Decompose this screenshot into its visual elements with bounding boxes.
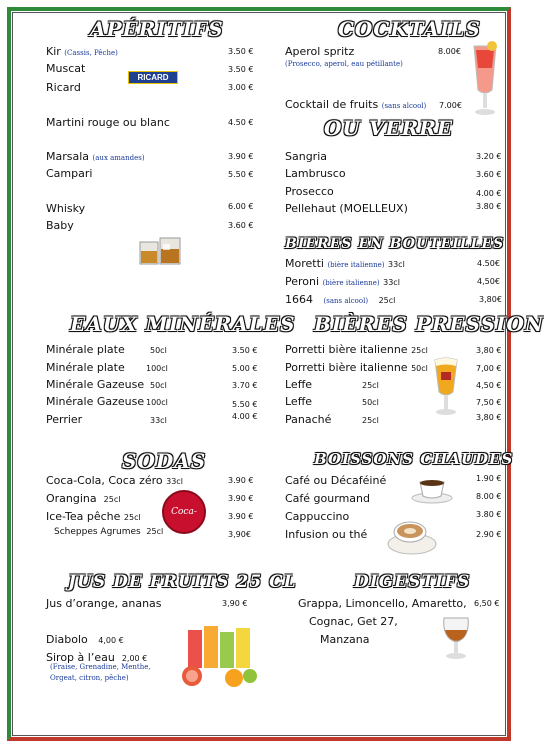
price-sangria: 3.20 € <box>476 152 502 161</box>
vol-eau: 100cl <box>146 398 168 407</box>
menu-item-sangria: Sangria <box>285 150 327 163</box>
price-chaud: 8.00 € <box>476 492 502 501</box>
price-digestifs: 6,50 € <box>474 599 500 608</box>
menu-item-eau: Perrier <box>46 413 83 426</box>
price-biere-pression: 7,00 € <box>476 364 502 373</box>
menu-item-ricard: Ricard <box>46 81 81 94</box>
menu-item-martini: Martini rouge ou blanc <box>46 116 170 129</box>
price-kir: 3.50 € <box>228 47 254 56</box>
price-moretti: 4.50€ <box>477 259 500 268</box>
menu-item-eau: Minérale plate <box>46 361 125 374</box>
price-soda: 3.90 € <box>228 494 254 503</box>
menu-item-chaud: Café gourmand <box>285 492 370 505</box>
price-soda: 3,90€ <box>228 530 251 539</box>
menu-item-whisky: Whisky <box>46 202 86 215</box>
menu-item-biere-pression: Leffe <box>285 378 313 391</box>
menu-item-eau: Minérale Gazeuse <box>46 395 145 408</box>
price-chaud: 2.90 € <box>476 530 502 539</box>
beer-glass-image <box>430 356 462 418</box>
menu-item-chaud: Café ou Décaféiné <box>285 474 387 487</box>
aperol-note: (Prosecco, aperol, eau pétillante) <box>285 60 403 68</box>
menu-item-prosecco: Prosecco <box>285 185 334 198</box>
price-campari: 5.50 € <box>228 170 254 179</box>
price-eau: 3.50 € <box>232 346 258 355</box>
eaux-title: EAUX MINÉRALES <box>70 312 296 336</box>
menu-item-jus-orange: Jus d’orange, ananas <box>46 597 162 610</box>
menu-item-aperol: Aperol spritz <box>285 45 355 58</box>
menu-item-lambrusco: Lambrusco <box>285 167 346 180</box>
cognac-glass-image <box>438 614 474 662</box>
menu-item-eau: Minérale plate <box>46 343 125 356</box>
price-muscat: 3.50 € <box>228 65 254 74</box>
price-whisky: 6.00 € <box>228 202 254 211</box>
price-biere-pression: 3,80 € <box>476 346 502 355</box>
price-jus-orange: 3,90 € <box>222 599 248 608</box>
digestifs-line1: Grappa, Limoncello, Amaretto, <box>298 597 467 610</box>
price-lambrusco: 3.60 € <box>476 170 502 179</box>
vol-biere-pression: 25cl <box>362 381 379 390</box>
whisky-glasses-image <box>136 236 186 268</box>
price-eau: 4.00 € <box>232 412 258 421</box>
bouteilles-title: BIERES EN BOUTEILLES <box>285 236 505 252</box>
price-eau: 3.70 € <box>232 381 258 390</box>
price-chaud: 3.80 € <box>476 510 502 519</box>
menu-item-diabolo: Diabolo 4,00 € <box>46 633 124 646</box>
price-biere-pression: 3,80 € <box>476 413 502 422</box>
menu-item-biere-pression: Leffe <box>285 395 313 408</box>
fruit-juices-image <box>176 624 260 688</box>
menu-item-marsala: Marsala (aux amandes) <box>46 150 145 163</box>
menu-item-pellehaut: Pellehaut (MOELLEUX) <box>285 202 408 215</box>
menu-item-soda: Scheppes Agrumes 25cl <box>54 527 164 537</box>
pression-title: BIÈRES PRESSION <box>314 312 544 336</box>
price-peroni: 4,50€ <box>477 277 500 286</box>
cappuccino-image <box>384 512 436 556</box>
menu-item-kir: Kir (Cassis, Pêche) <box>46 45 118 58</box>
price-aperol: 8.00€ <box>438 47 461 56</box>
vol-eau: 50cl <box>150 346 167 355</box>
coffee-cup-image <box>410 474 454 504</box>
price-prosecco: 4.00 € <box>476 189 502 198</box>
sirop-note-line1: (Fraise, Grenadine, Menthe, <box>50 663 151 671</box>
menu-item-muscat: Muscat <box>46 62 86 75</box>
vol-eau: 33cl <box>150 416 167 425</box>
price-martini: 4.50 € <box>228 118 254 127</box>
coca-cola-logo: Coca-Cola <box>162 490 206 534</box>
price-baby: 3.60 € <box>228 221 254 230</box>
digestifs-line3: Manzana <box>320 633 370 646</box>
price-soda: 3.90 € <box>228 512 254 521</box>
menu-item-chaud: Infusion ou thé <box>285 528 368 541</box>
menu-item-biere-pression: Porretti bière italienne 50cl <box>285 361 428 374</box>
price-eau: 5.00 € <box>232 364 258 373</box>
price-ricard: 3.00 € <box>228 83 254 92</box>
menu-item-sirop: Sirop à l’eau 2,00 € <box>46 651 148 664</box>
verre-title: OU VERRE <box>324 116 454 140</box>
menu-item-biere-pression: Panaché <box>285 413 332 426</box>
vol-biere-pression: 50cl <box>362 398 379 407</box>
jus-title: JUS DE FRUITS 25 CL <box>68 572 297 592</box>
sirop-note-line2: Orgeat, citron, pêche) <box>50 674 129 682</box>
vol-eau: 50cl <box>150 381 167 390</box>
digestifs-title: DIGESTIFS <box>354 572 471 592</box>
menu-item-campari: Campari <box>46 167 93 180</box>
vol-eau: 100cl <box>146 364 168 373</box>
menu-item-1664: 1664 (sans alcool) 25cl <box>285 293 396 306</box>
price-1664: 3,80€ <box>479 295 502 304</box>
price-biere-pression: 7,50 € <box>476 398 502 407</box>
sodas-title: SODAS <box>122 449 207 473</box>
cocktail-glass-image <box>470 40 500 120</box>
menu-item-cocktail-fruits: Cocktail de fruits (sans alcool) <box>285 98 427 111</box>
price-cocktail-fruits: 7.00€ <box>439 101 462 110</box>
cocktails-title: COCKTAILS <box>338 17 481 41</box>
menu-item-chaud: Cappuccino <box>285 510 350 523</box>
menu-item-soda: Orangina 25cl <box>46 492 121 505</box>
menu-item-peroni: Peroni (bière italienne) 33cl <box>285 275 400 288</box>
price-chaud: 1.90 € <box>476 474 502 483</box>
aperitifs-title: APÉRITIFS <box>90 17 224 41</box>
menu-item-biere-pression: Porretti bière italienne 25cl <box>285 343 428 356</box>
price-biere-pression: 4,50 € <box>476 381 502 390</box>
price-eau: 5.50 € <box>232 400 258 409</box>
menu-item-baby: Baby <box>46 219 74 232</box>
ricard-logo: RICARD <box>128 71 178 84</box>
digestifs-line2: Cognac, Get 27, <box>309 615 398 628</box>
price-pellehaut: 3.80 € <box>476 202 502 211</box>
menu-item-soda: Ice-Tea pêche 25cl <box>46 510 141 523</box>
vol-biere-pression: 25cl <box>362 416 379 425</box>
menu-item-eau: Minérale Gazeuse <box>46 378 145 391</box>
price-soda: 3.90 € <box>228 476 254 485</box>
price-marsala: 3.90 € <box>228 152 254 161</box>
menu-item-soda: Coca-Cola, Coca zéro 33cl <box>46 474 183 487</box>
menu-item-moretti: Moretti (bière italienne) 33cl <box>285 257 405 270</box>
chaudes-title: BOISSONS CHAUDES <box>314 450 514 468</box>
